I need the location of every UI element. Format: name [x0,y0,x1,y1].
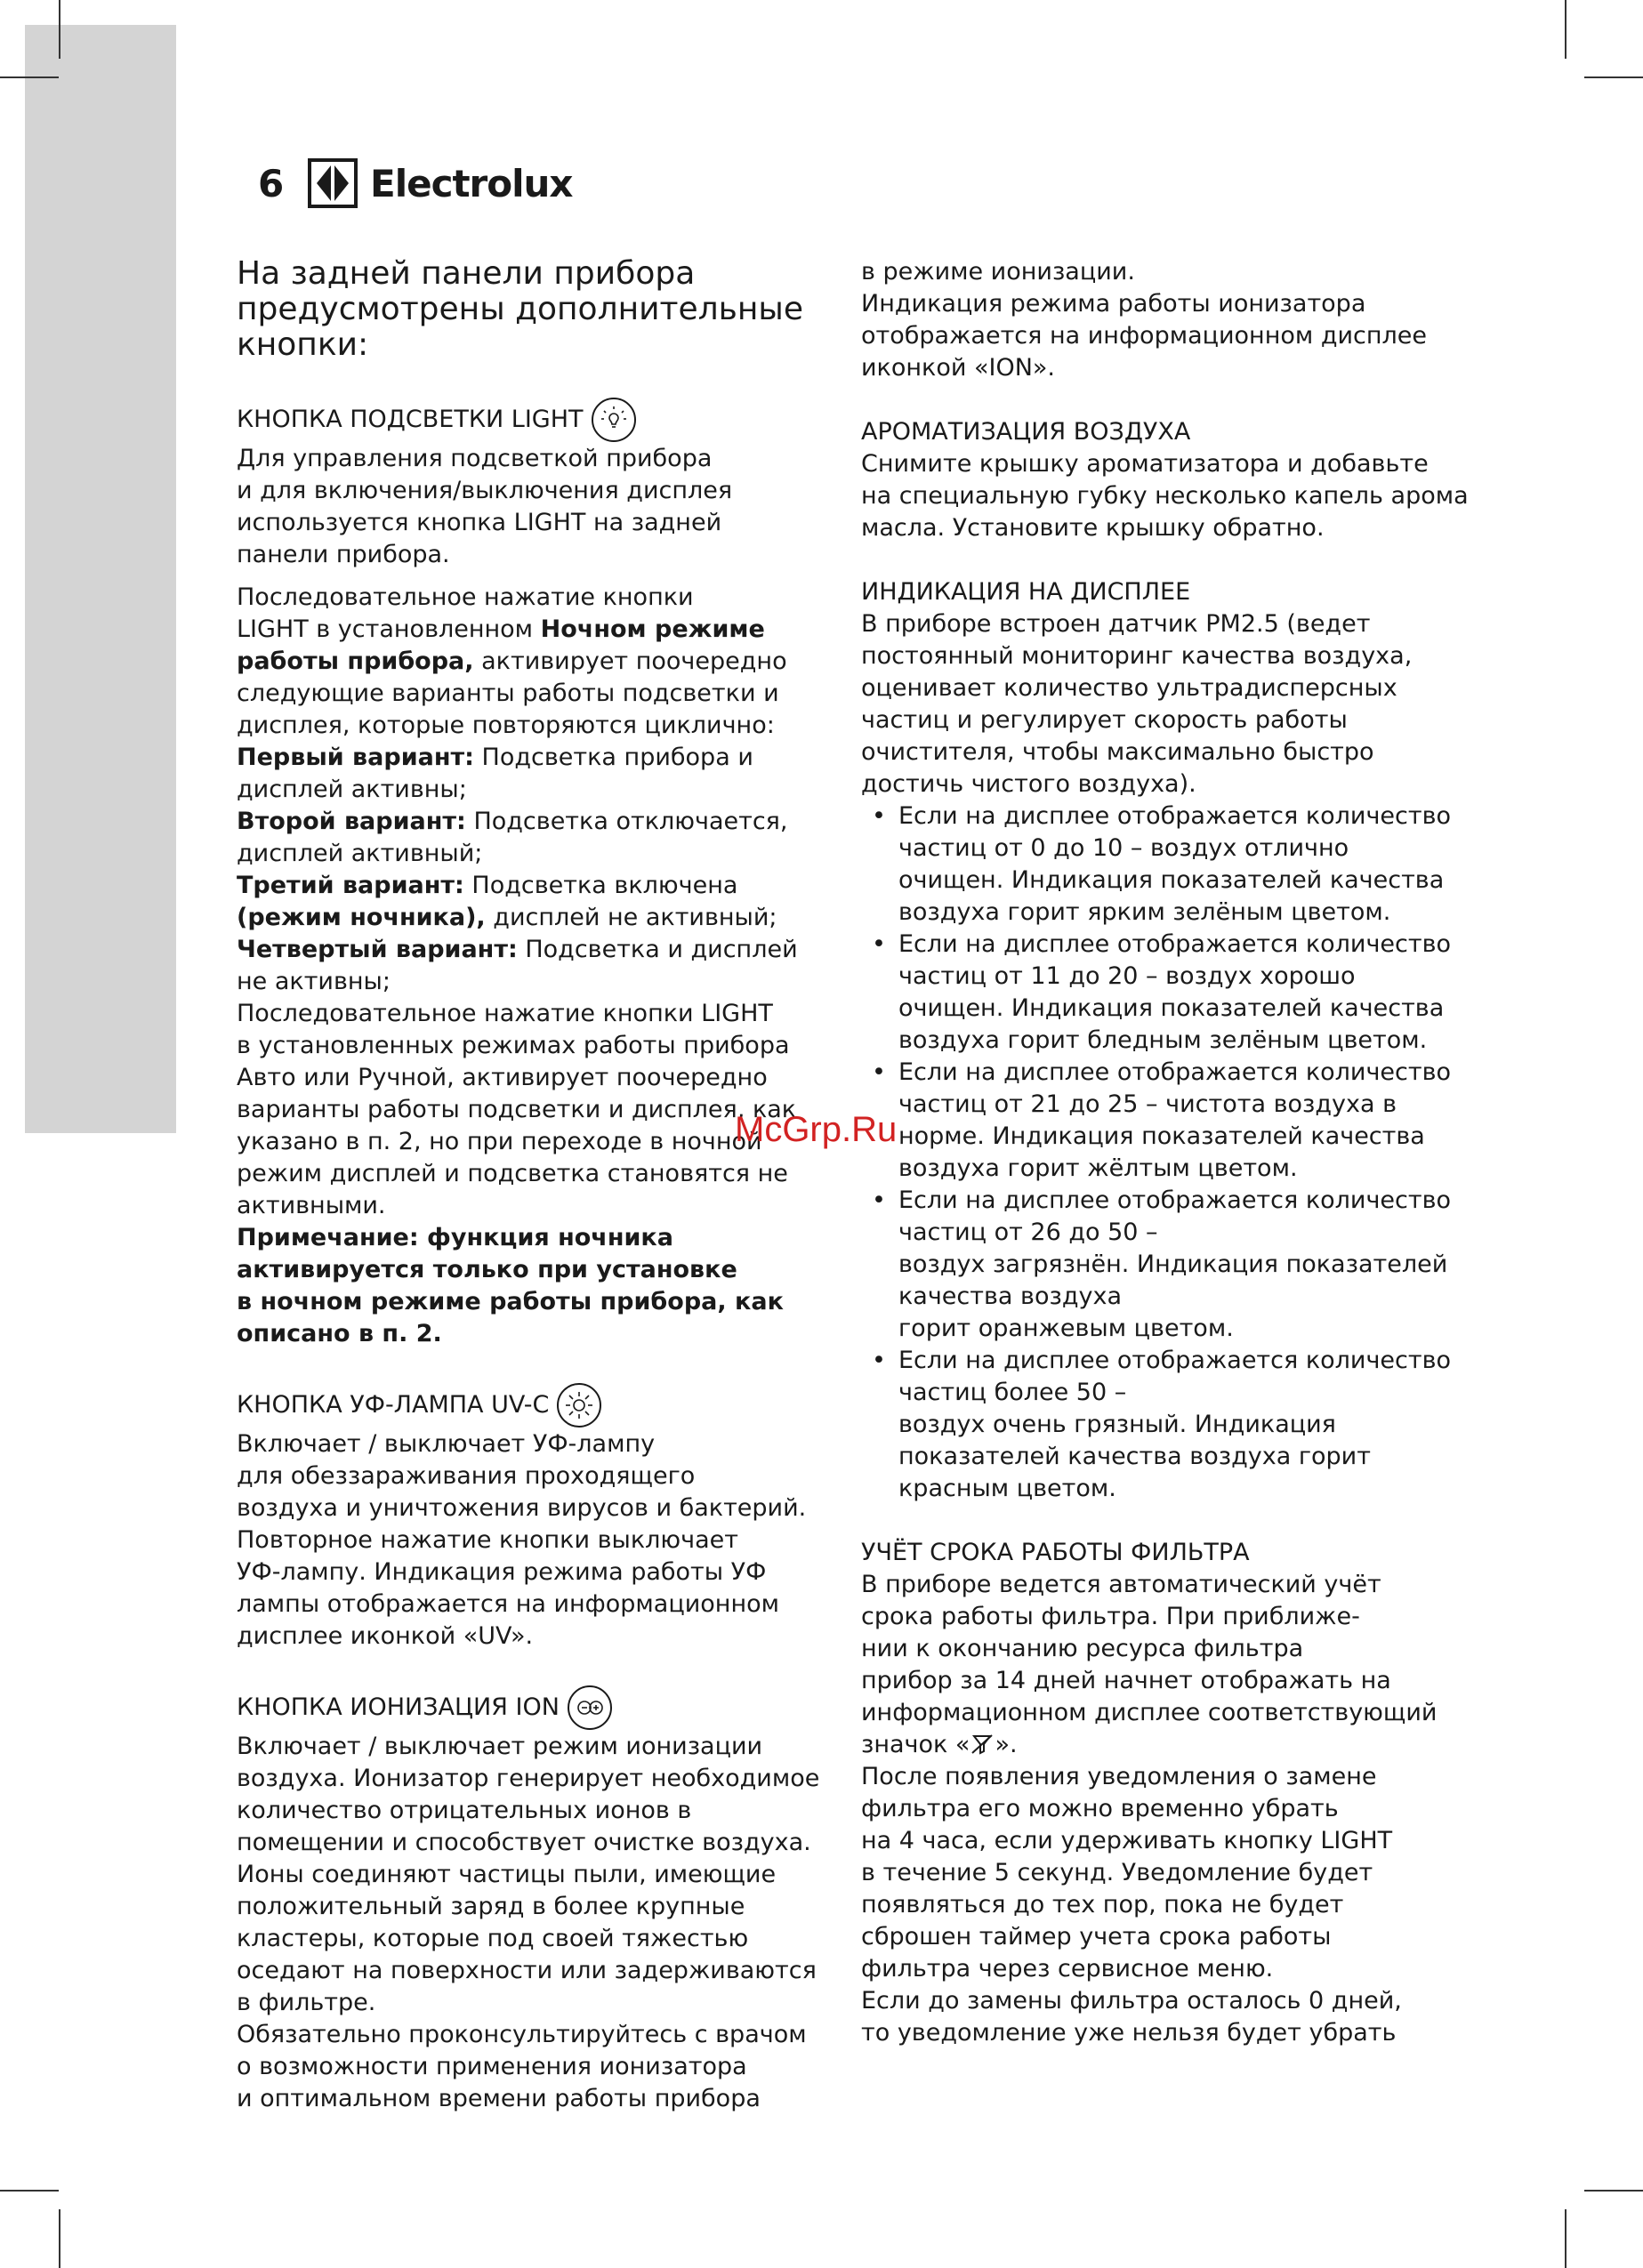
crop-mark [1584,76,1643,78]
ion-heading: КНОПКА ИОНИЗАЦИЯ ION [237,1685,824,1731]
ion-continued: в режиме ионизации. Индикация режима работы ионизатора отображается на информационном дисплее иконкой «ION». [861,258,1428,382]
list-item: • Если на дисплее отображается количество частиц от 26 до 50 – воздух загрязнён. Индикация показателей качества воздуха горит оранжевым цветом. [861,1185,1466,1345]
aroma-heading: АРОМАТИЗАЦИЯ ВОЗДУХА [861,418,1191,446]
aroma-paragraph: Снимите крышку ароматизатора и добавьте на специальную губку несколько капель арома масла. Установите крышку обратно. [861,450,1469,542]
uv-lamp-icon [556,1382,602,1428]
list-item: • Если на дисплее отображается количество частиц от 0 до 10 – воздух отлично очищен. Индикация показателей качества воздуха горит ярким зелёным цветом. [861,800,1466,929]
light-paragraph-1: Для управления подсветкой прибора и для включения/выключения дисплея используется кнопка LIGHT на задней панели прибора. [237,445,733,568]
crop-mark [1565,2209,1566,2268]
watermark: McGrp.Ru [735,1110,898,1149]
page-number: 6 [258,161,285,205]
crop-mark [0,76,59,78]
display-bullets [861,800,1466,1505]
light-paragraph-2: Последовательное нажатие кнопки LIGHT в установленном Ночном режиме работы прибора, активирует поочередно следующие варианты работы подсветки и дисплея, которые повторяются циклично: Первый вариант: Подсветка прибора и дисплей активны; Второй вариант: Подсветка отключается, дисплей активный; Третий вариант: Подсветка включена (режим ночника), дисплей не активный; Четвертый вариант: Подсветка и дисплей не активны; Последовательное нажатие кнопки LIGHT в установленных режимах работы прибора Авто или Ручной, активирует поочередно варианты работы подсветки и дисплея, как указано в п. 2, но при переходе в ночной режим дисплей и подсветка становятся не активными. [237,583,798,1219]
filter-icon [970,1732,995,1757]
crop-mark [59,2209,60,2268]
crop-mark [1584,2190,1643,2192]
electrolux-logo-icon [308,158,358,208]
crop-mark [1565,0,1566,59]
list-item: • Если на дисплее отображается количество частиц от 21 до 25 – чистота воздуха в норме. Индикация показателей качества воздуха горит жёлтым цветом. [861,1057,1466,1185]
filter-paragraph: В приборе ведется автоматический учёт срока работы фильтра. При приближе- нии к окончанию ресурса фильтра прибор за 14 дней начнет отображать на информационном дисплее соответствующий значок « ». После появления уведомления о замене фильтра его можно временно убрать на 4 часа, если удерживать кнопку LIGHT в течение 5 секунд. Уведомление будет появляться до тех пор, пока не будет сброшен таймер учета срока работы фильтра через сервисное меню. Если до замены фильтра осталось 0 дней, то уведомление уже нельзя будет убрать [861,1571,1438,2047]
filter-heading: УЧЁТ СРОКА РАБОТЫ ФИЛЬТРА [861,1539,1250,1566]
list-item: • Если на дисплее отображается количество частиц от 11 до 20 – воздух хорошо очищен. Индикация показателей качества воздуха горит бледным зелёным цветом. [861,929,1466,1057]
intro-heading: На задней панели прибора предусмотрены дополнительные кнопки: [237,255,803,363]
page-header [258,158,573,208]
brand-name: Electrolux [370,161,573,205]
side-tab [25,25,176,1133]
uv-heading: КНОПКА УФ-ЛАМПА UV-C [237,1382,824,1428]
left-column [237,256,824,2115]
light-note: Примечание: функция ночника активируется только при установке в ночном режиме работы прибора, как описано в п. 2. [237,1224,784,1347]
crop-mark [0,2190,59,2192]
light-bulb-icon [591,397,637,443]
ion-paragraph: Включает / выключает режим ионизации воздуха. Ионизатор генерирует необходимое количество отрицательных ионов в помещении и способствует очистке воздуха. Ионы соединяют частицы пыли, имеющие положительный заряд в более крупные кластеры, которые под своей тяжестью оседают на поверхности или задерживаются в фильтре. Обязательно проконсультируйтесь с врачом о возможности применения ионизатора и оптимальном времени работы прибора [237,1733,820,2112]
list-item: • Если на дисплее отображается количество частиц более 50 – воздух очень грязный. Индикация показателей качества воздуха горит красным цветом. [861,1345,1466,1505]
uv-paragraph: Включает / выключает УФ-лампу для обеззараживания проходящего воздуха и уничтожения вирусов и бактерий. Повторное нажатие кнопки выключает УФ-лампу. Индикация режима работы УФ лампы отображается на информационном дисплее иконкой «UV». [237,1430,807,1650]
light-heading: КНОПКА ПОДСВЕТКИ LIGHT [237,397,824,443]
display-paragraph: В приборе встроен датчик PM2.5 (ведет постоянный мониторинг качества воздуха, оценивает количество ультрадисперсных частиц и регулирует скорость работы очистителя, чтобы максимально быстро достичь чистого воздуха). [861,610,1413,798]
right-column [861,256,1469,2049]
ionizer-icon [567,1685,613,1731]
display-heading: ИНДИКАЦИЯ НА ДИСПЛЕЕ [861,578,1191,606]
crop-mark [59,0,60,59]
